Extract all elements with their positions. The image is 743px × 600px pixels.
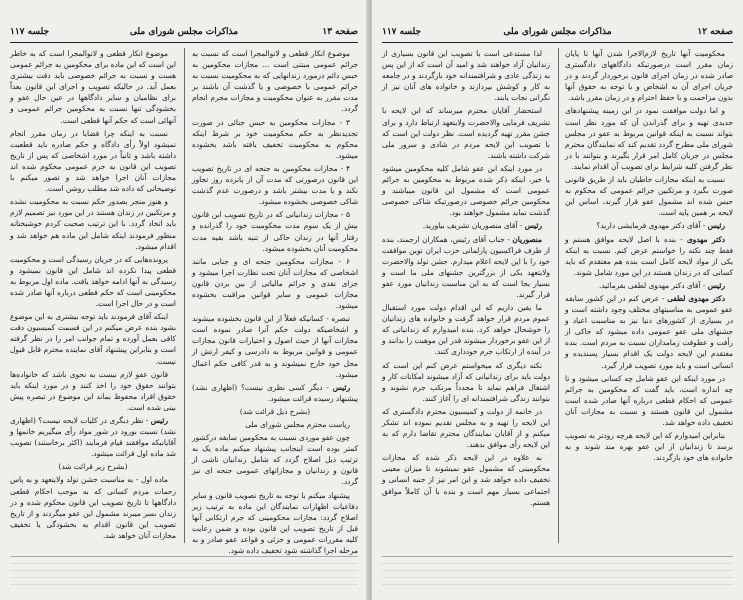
paragraph: و اما دولت موافقت نمود در این زمینه پیشنهادهای جدیدی تهیه و برای گذراندن آن که مورد نظر است بتواند نسبت به اینکه قوانین مربوط به عفو در مجلس شورای ملی مطرح گردد تقدیم کند که نمایندگان محترم مجلس در جریان کامل امر قرار بگیرند و بتوانند با در نظر گرفتن کلیه شرایط برای تصویب آن اقدام نمایند.: [565, 106, 733, 171]
paragraph: اینکه آقای فرمودند باید توجه بیشتری به این موضوع بشود بنده عرض میکنم در این قسمت کمیسیون دقت کافی بعمل آورده و تمام جوانب امر را در نظر گرفته است و بنابراین پیشنهاد آقای نماینده محترم قابل قبول نیست.: [10, 312, 176, 366]
speaker-name: رئیس: [150, 416, 168, 425]
left-header-rule: [10, 42, 358, 43]
speaker-separator: -: [676, 234, 687, 244]
paragraph: استحضار آقایان محترم میرساند که این لایحه با تشریف فرمایی والاحضرت ولایتعهد ارتباط دارد و برای جشن مقرر تهیه گردیده است. نظر دولت این است که با تصویب این لایحه مردم در شادی و سرور ملی شرکت داشته باشند.: [382, 106, 550, 160]
speaker-paragraph: [565, 293, 733, 371]
speaker-separator: -: [517, 221, 525, 231]
paragraph: ۳ - مجازات محکومین به حبس جنائی در صورت تجدیدنظر به حکم محکومیت خود بر شرط اینکه محکوم به محکومیت تخفیف یافته باشد بخشوده میشود.: [192, 117, 358, 160]
paragraph: به علاوه در این لایحه ذکر شده که مجازات محکومینی که مشمول عفو نمیشوند تا میزان معینی تخفیف داده خواهد شد و این امر نیز از جنبه انسانی و اجتماعی بسیار مهم است و بنده با آن کاملاً موافق هستم.: [382, 453, 550, 507]
paragraph: در مورد اینکه این عفو شامل چه کسانی میشود و تا چه اندازه است، باید گفت که محکومین به جرائم عمومی که احکام قطعی درباره آنها صادر شده است مشمول این قانون هستند و نسبت به مجازات آنان تخفیف داده خواهد شد.: [565, 373, 733, 427]
speech-text: جناب آقای رئیس، همکاران ارجمند، بنده از طرف فراکسیون پارلمانی حزب ایران نوین موافقت خود را با این لایحه اعلام میدارم. جشن تولد والاحضرت ولایتعهد یکی از بزرگترین جشنهای ملی ما است و بسیار بجا است که به این مناسبت زندانیان مورد عفو قرار گیرند.: [382, 234, 550, 299]
speaker-paragraph: [192, 382, 358, 404]
column-divider: [184, 48, 185, 543]
paragraph: ۵ - مجازات زندانیانی که در تاریخ تصویب این قانون بیش از یک سوم مدت محکومیت خود را گذرانده و رفتار آنها در زندان حاکی از تنبه باشد بقیه مدت محکومیت آنان بخشوده میشود.: [192, 210, 358, 253]
speaker-paragraph: [565, 220, 733, 231]
paragraph: در خاتمه از دولت و کمیسیون محترم دادگستری که این لایحه را تهیه و به مجلس تقدیم نموده اند تشکر میکنم و از آقایان نمایندگان محترم تقاضا دارم که به این لایحه رأی موافق بدهند.: [382, 406, 550, 450]
paragraph: و هنوز منجر بصدور حکم نسبت به محکومیت نشده و مرتکبین در زندان هستند در این مورد نیز تصمیم لازم باید اتخاذ گردد. با این ترتیب صحبت کردم خوشبختانه منظور فرمودند اینکه شامل این ماده هم خواهد شد و اقدام میشود.: [10, 197, 176, 251]
speech-text: دیگر کسی نظری نیست؟ (اظهاری نشد) پیشنهاد رسیده قرائت میشود.: [192, 382, 358, 403]
speaker-name: دکتر مهدوی: [686, 234, 726, 244]
procedural-note: (بشرح ذیل قرائت شد): [239, 406, 311, 416]
left-page-footer-band: [10, 556, 358, 587]
speaker-paragraph: [10, 415, 176, 459]
paragraph: موضوع انکار قطعی و لاتوالمجرا است که به خاطر این است که این ماده برای محکومین به جرائم عمومی هست و نسبت به جرائم خصوصی باید دقت بیشتری بعمل آید. در حالیکه تصویب و اجرای این قانون بعداً برای نظامیان و سایر دادگاهها در عین حال عفو و بخشودگی تنها نسبت به محکومین جرائم عمومی و آنهائی است که حکم آنها قطعی است.: [10, 49, 176, 125]
speech-text: بنده با اصل لایحه موافق هستم و فقط چند نکته را خواستم عرض کنم. نسبت به اینکه یکی از مواد لایحه کامل است بنده هم معتقدم که باید کسانی که در زندان هستند در این مورد شامل شوند.: [565, 234, 733, 277]
speaker-separator: -: [143, 416, 151, 425]
right-page-title: مذاکرات مجلس شورای ملی: [503, 27, 612, 37]
left-page-header: [10, 24, 358, 42]
speaker-paragraph: [565, 280, 733, 291]
paragraph: محکومیت آنها تاریخ لازم‌الاجرا شدن آنها تا پایان زمان مقرر است درصورتیکه دادگاههای دادگستری صادر شده در زمان اجرای قانون برخوردار گردند و در جریان اجرای آن به اشخاص و با توجه به حقوق آنها بدون مزاحمت و با حفظ احترام و در زمان مقرر باشد.: [565, 49, 733, 103]
left-page-session: جلسه ۱۱۷: [10, 27, 50, 37]
left-page-title: مذاکرات مجلس شورای ملی: [129, 27, 239, 37]
right-header-rule: [382, 42, 733, 43]
paragraph: پرونده‌هایی که در جریان رسیدگی است و محکومیت قطعی پیدا نکرده اند شامل این قانون نمیشود و رسیدگی به آنها ادامه خواهد یافت. ماده اول مربوط به محکومینی است که حکم قطعی درباره آنها صادر شده است و در حال اجرا است.: [10, 254, 176, 309]
speaker-separator: -: [504, 234, 513, 244]
paragraph: ما یقین داریم که این اقدام دولت مورد استقبال عموم مردم قرار خواهد گرفت و خانواده های زندانیان را خوشحال خواهد کرد. بنده امیدوارم که زندانیانی که از این عفو برخوردار میشوند قدر این موهبت را بدانند و در آینده از ارتکاب جرم خودداری کنند.: [382, 303, 550, 357]
paragraph: ریاست محترم مجلس شورای ملی: [245, 420, 350, 429]
right-page-column-left: [382, 48, 550, 543]
left-page-column-left: [10, 48, 176, 543]
column-divider: [558, 48, 559, 543]
paragraph: ۴ - مجازات محکومین به جنحه ای در تاریخ تصویب این قانون درصورتی که مدت آن از پانزده روز تجاوز نکند و یا مدت بیشتر باشد و درصورت عدم گذشت شاکی خصوصی بخشوده میشود.: [192, 163, 358, 207]
right-page-header: [382, 24, 733, 42]
speaker-name: رئیس: [707, 221, 725, 231]
paragraph: ۶ - مجازات محکومین جنحه ای و جنایی مانند اشخاصی که مجازات آنان تحت نظارت اجرا میشود و جزای نقدی و جرائم مالیاتی از بین بردن قانون مجازات عمومی و سایر قوانین مراقبت بخشوده میشود.: [192, 256, 358, 311]
speaker-separator: -: [700, 280, 708, 290]
speaker-name: رئیس: [707, 280, 725, 290]
right-page-footer-band: [382, 556, 733, 587]
paragraph: ماده اول - به مناسبت جشن تولد ولایتعهد و به پاس زحمات مردم کسانی که به موجب احکام قطعی دادگاهها تا تاریخ تصویب این قانون محکوم شده و در زندان بسر میبرند مشمول این عفو میگردند و از تاریخ تصویب این قانون اقدام به بخشودگی یا تخفیف مجازات آنان خواهد شد.: [10, 475, 176, 540]
speaker-name: رئیس: [332, 382, 351, 392]
paragraph: پیشنهاد میکنم با توجه به تاریخ تصویب قانون و سایر دفاعیات اظهارات نمایندگان این ماده به ترتیب زیر اصلاح گردد: مجازات محکومینی که جرم ارتکابی آنها قبل از تاریخ تصویب این قانون بوده و ضمن رعایت کلیه مقررات عمومی و جزئی و قواعد عفو صادر و به مرحله اجرا گذاشته شود تخفیف داده شود.: [192, 490, 358, 556]
speaker-name: منصوریان: [512, 234, 543, 244]
speaker-paragraph: [382, 220, 550, 231]
speech-text: آقای دکتر مهدوی لطفی بفرمائید.: [598, 280, 701, 290]
paragraph: قانون عفو لازم نیست به نحوی باشد که خانواده‌ها بتوانند حقوق خود را اخذ کنند و در مورد اینکه باید حقوق افراد محفوظ بماند این موضوع در تبصره پیش بینی شده است.: [10, 369, 176, 412]
right-page-column-right: [565, 48, 733, 543]
left-page: [0, 0, 368, 600]
paragraph: لذا مستدعی است با تصویب این قانون بسیاری از زندانیان آزاد خواهند شد و امید آن است که از این پس به زندگی عادی و شرافتمندانه خود بازگردند و در جامعه به کار و کوشش بپردازند و خانواده های آنان نیز از نگرانی نجات یابند.: [382, 49, 550, 103]
speaker-name: رئیس: [524, 221, 542, 231]
right-page-number: صفحه ۱۲: [697, 27, 733, 37]
speaker-separator: -: [659, 293, 668, 303]
procedural-note: (بشرح زیر قرائت شد): [58, 462, 128, 472]
paragraph: تبصره - کسانیکه فعلاً از این قانون بخشوده میشوند و اشخاصیکه دولت حکم آنرا صادر نموده است مجازات آنها از حیث اصول و اختیارات قانون مجازات عمومی و قوانین مربوط به دادرسی و کیفر ارتش از محل خود خارج نمیشوند و به قدر کافی حکم اعمال میشود.: [192, 314, 358, 379]
paragraph: نکته دیگری که میخواستم عرض کنم این است که دولت باید برای زندانیانی که آزاد میشوند امکانات کار و اشتغال فراهم نماید تا مجدداً مرتکب جرم نشوند و بتوانند زندگی شرافتمندانه ای را آغاز کنند.: [382, 360, 550, 403]
paragraph: بنابراین امیدوارم که این لایحه هرچه زودتر به تصویب برسد تا زندانیان از این عفو بهره مند شوند و به خانواده های خود بازگردند.: [564, 431, 733, 463]
speech-text: عرض کنم در این کشور سابقه عفو عمومی به مناسبتهای مختلف وجود داشته است و در بسیاری از کشورهای دنیا نیز به مناسبت اعیاد و جشنهای ملی عفو عمومی داده میشود که حاکی از رأفت و عطوفت زمامداران نسبت به مردم است. بنده معتقدم این لایحه دولت یک اقدام بسیار پسندیده و انسانی است و باید مورد تصویب قرار گیرد.: [565, 293, 733, 370]
speaker-separator: -: [700, 221, 708, 231]
left-page-column-right: [192, 48, 358, 556]
speech-text: آقای دکتر مهدوی فرمایشی دارید؟: [596, 221, 701, 231]
speech-text: نظر دیگری در کلیات لایحه نیست؟ (اظهاری نشد) نسبت بورود در شور مواد رأی میگیریم خانمها و آقایانیکه موافقند قیام فرمایند (اکثر برخاستند) تصویب شد ماده اول قرائت میشود.: [10, 416, 176, 459]
paragraph: نسبت به اینکه چرا قضایا در زمان مقرر انجام نمیشود اولاً رأی دادگاه و حکم صادره باید قطعیت داشته باشد و ثانیاً در مورد اشخاصی که پس از تاریخ تصویب این قانون به جرم عمومی محکوم شده اند مجازات آنان اجرا خواهد شد و تصور میکنم با توضیحاتی که داده شد مطلب روشن است.: [10, 128, 176, 194]
paragraph: چون عفو موردی نسبت به محکومین سابقه درکشور کمتر بوده است اینجانب پیشنهاد میکنم ماده یک به ترتیب ذیل اصلاح گردد که شامل زندانیان ناشی از قانون و زندانیان و مجازاتهای عمومی جنحه ای نیز گردد.: [192, 433, 358, 487]
paragraph: موضوع انکار قطعی و لاتوالمجرا است که نسبت به جرائم عمومی مبتنی است ... مجازات محکومین به حبس دائم درمورد زندانهایی که به محکومیت نسبت به جرائم عمومی یا خصوصی و یا گذشت آن باشند بر مدت مقرر به عنوان محکومیت و مجازات مجرم انجام گردد.: [192, 49, 358, 114]
left-page-number: صفحه ۱۳: [322, 27, 358, 37]
speaker-name: دکتر مهدوی لطفی: [667, 293, 725, 303]
speaker-paragraph: [382, 234, 550, 301]
paragraph: نسبت به اینکه مجازات خاطیان باید از طریق قانونی صورت بگیرد و مرتکبین جرائم عمومی که محکوم به حبس شده اند مشمول عفو قرار گیرند، اساس این لایحه بر همین پایه است.: [565, 175, 733, 218]
speech-text: آقای منصوریان تشریف بیاورید.: [422, 221, 518, 231]
speaker-separator: -: [322, 382, 333, 392]
right-page-session: جلسه ۱۱۷: [382, 27, 422, 37]
right-page: [372, 0, 743, 600]
paragraph: در مورد اینکه این عفو شامل کلیه محکومین میشود یا خیر، اینکه ذکر شده مربوط به محکومین به جرائم عمومی است که مشمول این قانون میباشند و محکومین جرائم خصوصی درصورتیکه شاکی خصوصی گذشت نماید مشمول خواهند بود.: [382, 163, 550, 218]
speaker-paragraph: [565, 234, 733, 278]
